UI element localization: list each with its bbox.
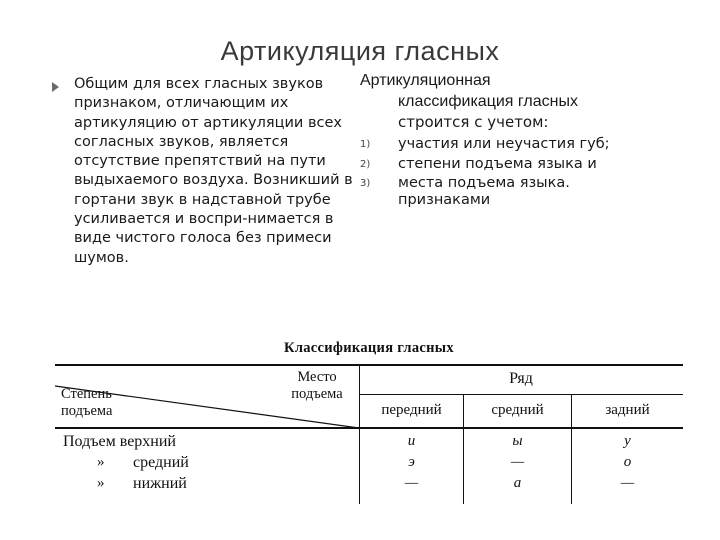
table-caption: Классификация гласных <box>284 340 454 356</box>
column-header-back: задний <box>605 402 650 418</box>
list-item <box>360 155 660 175</box>
list-number: 2) <box>360 158 371 170</box>
list-text: участия или неучастия губ; <box>398 136 610 152</box>
triangle-bullet-icon <box>52 82 59 92</box>
left-paragraph: Общим для всех гласных звуков признаком, отличающим их артикуляцию от артикуляции всех согласных звуков, является отсутствие препятствий на пути выдыхаемого воздуха. Возникший в гортани звук в надставной трубе усиливается и воспри-нимается в виде чистого голоса без примеси шумов. <box>74 76 353 266</box>
group-header: Ряд <box>509 370 533 387</box>
criteria-list <box>360 135 660 194</box>
vowel-cell: э <box>408 454 415 470</box>
list-number: 3) <box>360 178 371 189</box>
corner-top-label <box>281 369 353 403</box>
vowel-cell: о <box>623 454 632 470</box>
list-text: степени подъема языка и <box>398 155 597 172</box>
row-label: средний <box>133 454 189 471</box>
column-header-front: передний <box>381 402 442 418</box>
vowel-cell: а <box>513 475 522 491</box>
vowel-classification-table <box>55 334 683 506</box>
row-prefix: » <box>97 454 105 470</box>
corner-bottom-text: Степень подъема <box>61 386 113 419</box>
table-grid <box>55 364 683 504</box>
vowel-cell: и <box>407 433 416 449</box>
vowel-cell: ы <box>512 433 523 449</box>
slide-title: Артикуляция гласных <box>220 36 500 66</box>
heading-line-3: строится с учетом: <box>398 113 549 131</box>
vowel-cell: — <box>404 475 419 491</box>
list-item <box>360 135 660 155</box>
row-prefix: » <box>97 475 105 491</box>
heading-line-2: классификация гласных <box>398 93 578 110</box>
corner-bottom-label <box>61 386 151 420</box>
row-label: нижний <box>133 475 187 492</box>
list-text: места подъема языка. <box>398 175 570 191</box>
classification-heading <box>360 70 660 133</box>
ryad-underline <box>359 394 683 395</box>
vowel-cell: — <box>620 475 635 491</box>
list-number: 1) <box>360 139 371 150</box>
corner-top-text: Место подъема <box>291 369 343 402</box>
heading-line-1: Артикуляционная <box>360 72 491 89</box>
list-tail: признаками <box>398 192 491 208</box>
row-label: Подъем верхний <box>63 433 176 450</box>
vowel-cell: у <box>624 433 631 449</box>
vowel-cell: — <box>510 454 525 470</box>
column-header-middle: средний <box>491 402 544 418</box>
